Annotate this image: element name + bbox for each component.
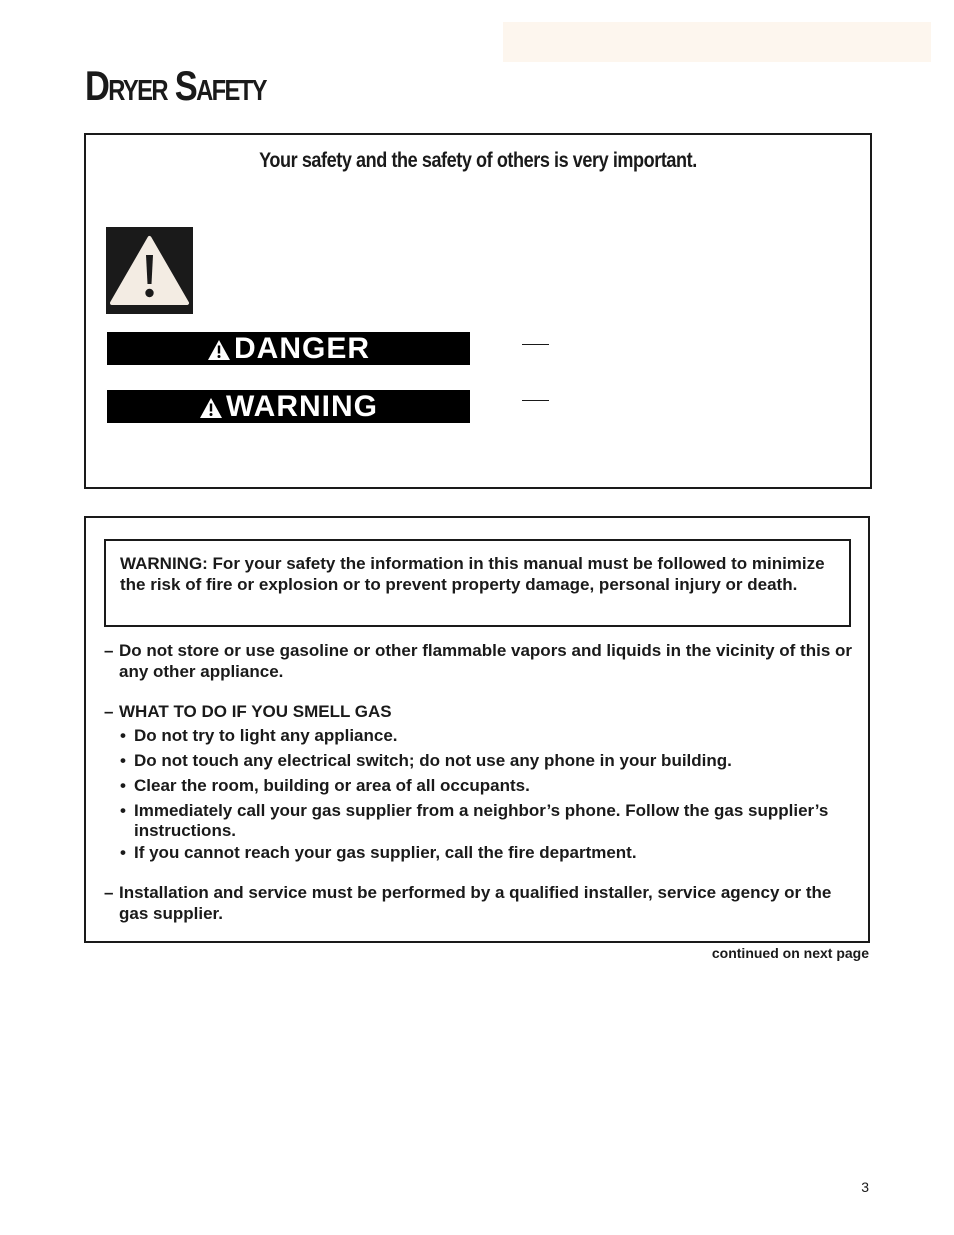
alert-triangle-icon: [199, 397, 223, 419]
warning-rule: [522, 400, 549, 401]
bullet-item: [120, 726, 840, 746]
warning-notice-box: [104, 539, 851, 627]
bullet-text: Do not touch any electrical switch; do not use any phone in your building.: [134, 751, 732, 770]
bullet-text: Clear the room, building or area of all occupants.: [134, 776, 530, 795]
bullet-text: Immediately call your gas supplier from a neighbor’s phone. Follow the gas supplier’s instructions.: [134, 801, 829, 840]
gas-warning-box: [84, 516, 870, 943]
bullet-marker: •: [120, 726, 126, 745]
bullet-marker: •: [120, 843, 126, 862]
safety-heading: Your safety and the safety of others is very important.: [259, 149, 697, 172]
instruction-text: Do not store or use gasoline or other flammable vapors and liquids in the vicinity of this or any other appliance.: [119, 641, 853, 681]
danger-signal-word: [107, 332, 470, 365]
dash-marker: –: [104, 702, 114, 721]
page-number: 3: [861, 1179, 869, 1195]
warning-signal-word: [107, 390, 470, 423]
safety-alert-icon: [106, 227, 193, 314]
bullet-item: [120, 751, 840, 771]
danger-rule: [522, 344, 549, 345]
instruction-text: Installation and service must be performed by a qualified installer, service agency or the gas supplier.: [119, 883, 832, 923]
bullet-text: If you cannot reach your gas supplier, call the fire department.: [134, 843, 637, 862]
header-tab-strip: [503, 22, 931, 62]
bullet-text: Do not try to light any appliance.: [134, 726, 398, 745]
warning-label: WARNING: [226, 390, 378, 423]
dash-marker: –: [104, 641, 114, 660]
instruction-item: [104, 701, 854, 722]
bullet-marker: •: [120, 751, 126, 770]
continued-note: continued on next page: [711, 945, 869, 961]
instruction-item: [104, 882, 854, 924]
page-title: Dryer Safety: [85, 62, 266, 109]
bullet-marker: •: [120, 776, 126, 795]
bullet-item: [120, 801, 840, 841]
bullet-marker: •: [120, 801, 126, 820]
instruction-item: [104, 640, 854, 682]
alert-triangle-icon: [207, 339, 231, 361]
bullet-item: [120, 843, 840, 863]
safety-message-box: [84, 133, 872, 489]
danger-label: DANGER: [233, 332, 370, 365]
instruction-text: WHAT TO DO IF YOU SMELL GAS: [119, 702, 392, 721]
bullet-item: [120, 776, 840, 796]
dash-marker: –: [104, 883, 114, 902]
warning-notice-text: WARNING: For your safety the information in this manual must be followed to minimize the risk of fire or explosion or to prevent property damage, personal injury or death.: [120, 554, 825, 594]
